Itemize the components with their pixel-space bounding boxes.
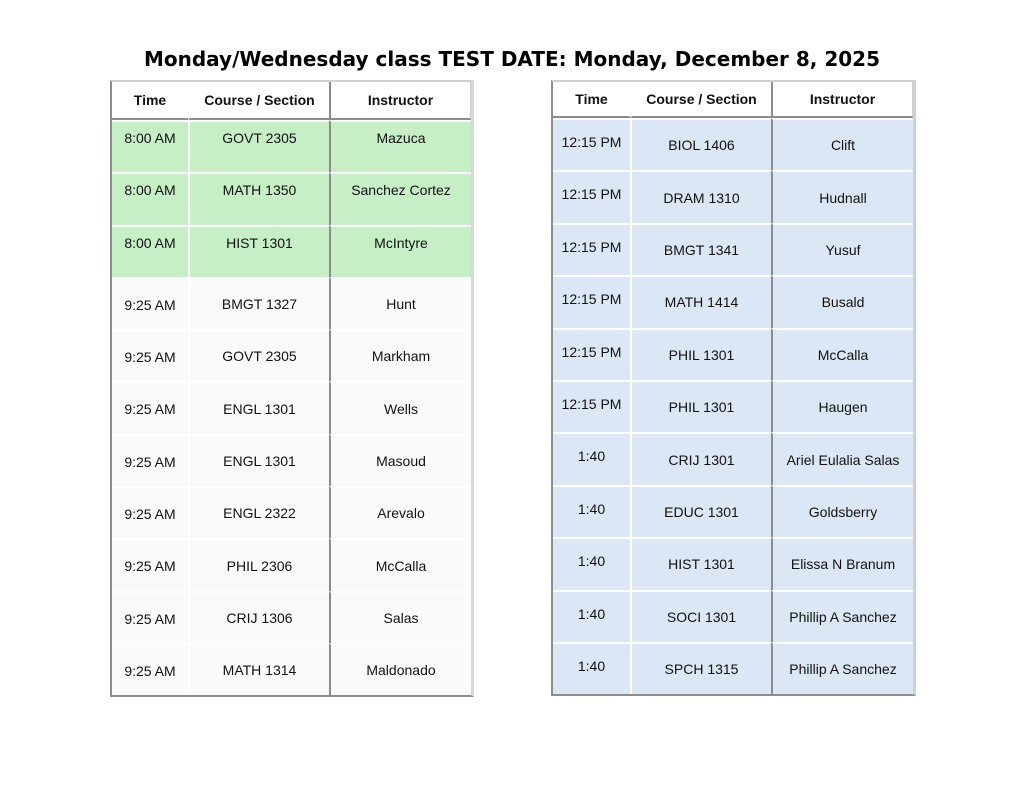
course-cell: BIOL 1406 [630,118,771,170]
instructor-cell: Clift [771,118,913,170]
instructor-column-header: Instructor [771,82,913,118]
time-column-header: Time [553,82,630,118]
course-cell: CRIJ 1306 [188,591,329,643]
table-row [553,590,913,642]
time-cell: 12:15 PM [553,380,630,432]
course-cell: HIST 1301 [630,537,771,589]
course-cell: HIST 1301 [188,225,329,277]
time-cell: 9:25 AM [112,643,188,695]
course-cell: MATH 1350 [188,172,329,224]
course-cell: PHIL 2306 [188,538,329,590]
course-cell: DRAM 1310 [630,170,771,222]
table-row [112,643,471,695]
time-cell: 9:25 AM [112,538,188,590]
table-row [553,275,913,327]
table-row [553,380,913,432]
table-header-row [112,82,471,120]
instructor-cell: Mazuca [329,120,471,172]
course-cell: ENGL 2322 [188,486,329,538]
instructor-cell: Haugen [771,380,913,432]
morning-schedule-table [110,80,474,697]
course-cell: MATH 1414 [630,275,771,327]
course-column-header: Course / Section [188,82,329,120]
course-cell: BMGT 1327 [188,277,329,329]
time-cell: 1:40 [553,537,630,589]
table-row [112,434,471,486]
time-cell: 12:15 PM [553,170,630,222]
course-cell: SPCH 1315 [630,642,771,694]
course-cell: GOVT 2305 [188,120,329,172]
table-row [553,223,913,275]
instructor-cell: Wells [329,381,471,433]
instructor-cell: Hudnall [771,170,913,222]
course-cell: PHIL 1301 [630,328,771,380]
table-header-row [553,82,913,118]
time-cell: 1:40 [553,485,630,537]
table-row [553,432,913,484]
time-cell: 9:25 AM [112,591,188,643]
instructor-cell: McCalla [329,538,471,590]
time-cell: 8:00 AM [112,225,188,277]
instructor-column-header: Instructor [329,82,471,120]
table-row [112,381,471,433]
course-cell: PHIL 1301 [630,380,771,432]
page-title: Monday/Wednesday class TEST DATE: Monday, December 8, 2025 [143,47,881,71]
instructor-cell: Busald [771,275,913,327]
time-cell: 12:15 PM [553,328,630,380]
course-cell: GOVT 2305 [188,329,329,381]
time-column-header: Time [112,82,188,120]
table-row [112,591,471,643]
instructor-cell: Sanchez Cortez [329,172,471,224]
time-cell: 12:15 PM [553,118,630,170]
instructor-cell: McCalla [771,328,913,380]
time-cell: 1:40 [553,432,630,484]
course-cell: CRIJ 1301 [630,432,771,484]
table-row [553,642,913,694]
time-cell: 12:15 PM [553,275,630,327]
table-row [112,486,471,538]
time-cell: 8:00 AM [112,172,188,224]
course-cell: SOCI 1301 [630,590,771,642]
table-row [553,485,913,537]
instructor-cell: Goldsberry [771,485,913,537]
course-cell: BMGT 1341 [630,223,771,275]
instructor-cell: Maldonado [329,643,471,695]
instructor-cell: Elissa N Branum [771,537,913,589]
instructor-cell: McIntyre [329,225,471,277]
time-cell: 1:40 [553,590,630,642]
table-row [112,277,471,329]
instructor-cell: Masoud [329,434,471,486]
instructor-cell: Salas [329,591,471,643]
table-row [553,170,913,222]
table-row [112,329,471,381]
table-row [112,225,471,277]
instructor-cell: Arevalo [329,486,471,538]
table-row [553,537,913,589]
time-cell: 12:15 PM [553,223,630,275]
time-cell: 9:25 AM [112,434,188,486]
course-cell: EDUC 1301 [630,485,771,537]
time-cell: 1:40 [553,642,630,694]
instructor-cell: Phillip A Sanchez [771,642,913,694]
table-row [112,538,471,590]
instructor-cell: Phillip A Sanchez [771,590,913,642]
instructor-cell: Hunt [329,277,471,329]
course-cell: ENGL 1301 [188,381,329,433]
time-cell: 9:25 AM [112,277,188,329]
time-cell: 8:00 AM [112,120,188,172]
time-cell: 9:25 AM [112,486,188,538]
course-cell: ENGL 1301 [188,434,329,486]
table-row [553,328,913,380]
course-cell: MATH 1314 [188,643,329,695]
instructor-cell: Yusuf [771,223,913,275]
time-cell: 9:25 AM [112,381,188,433]
afternoon-schedule-table [551,80,916,696]
instructor-cell: Ariel Eulalia Salas [771,432,913,484]
table-row [553,118,913,170]
course-column-header: Course / Section [630,82,771,118]
table-row [112,172,471,224]
table-row [112,120,471,172]
instructor-cell: Markham [329,329,471,381]
time-cell: 9:25 AM [112,329,188,381]
